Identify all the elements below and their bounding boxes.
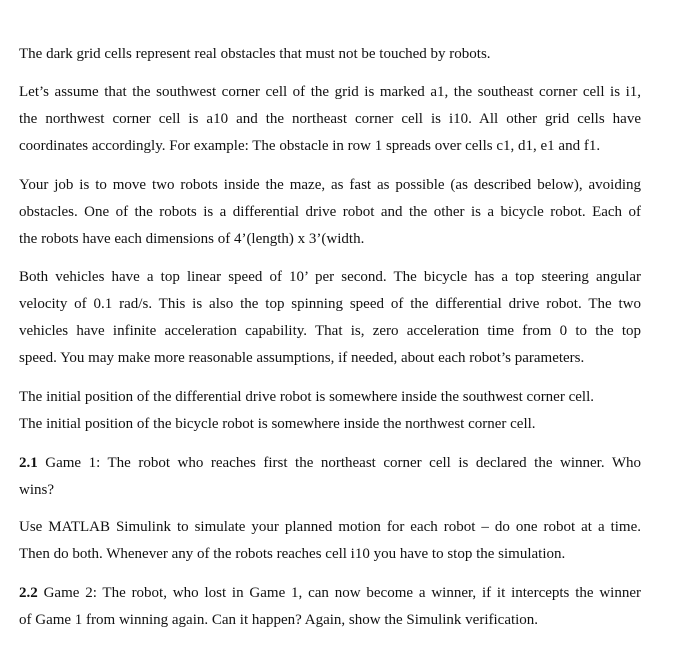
text-line bbox=[19, 450, 641, 477]
text-line: velocity of 0.1 rad/s. This is also the top spinning speed of the differential drive robot. The two bbox=[19, 296, 641, 312]
text-line: Let’s assume that the southwest corner cell of the grid is marked a1, the southeast corner cell is i1, bbox=[19, 84, 641, 100]
text-span: Game 1: The robot who reaches first the northeast corner cell is declared the winner. Who bbox=[45, 455, 641, 471]
section-number: 2.1 bbox=[19, 455, 38, 471]
text-line: speed. You may make more reasonable assumptions, if needed, about each robot’s parameters. bbox=[19, 350, 585, 366]
paragraph-grid-coordinates bbox=[19, 79, 641, 160]
text-line: Both vehicles have a top linear speed of 10’ per second. The bicycle has a top steering angular bbox=[19, 269, 641, 285]
text-line: coordinates accordingly. For example: The obstacle in row 1 spreads over cells c1, d1, e1 and f1. bbox=[19, 138, 601, 154]
text-line: wins? bbox=[19, 482, 54, 498]
section-number: 2.2 bbox=[19, 585, 38, 601]
paragraph-task-description bbox=[19, 172, 641, 253]
text-line: The initial position of the differential drive robot is somewhere inside the southwest corner cell. bbox=[19, 389, 594, 405]
text-line: obstacles. One of the robots is a differential drive robot and the other is a bicycle robot. Each of bbox=[19, 204, 641, 220]
text-span: Game 2: The robot, who lost in Game 1, can now become a winner, if it intercepts the winner bbox=[43, 585, 642, 601]
text-line: Then do both. Whenever any of the robots reaches cell i10 you have to stop the simulation. bbox=[19, 546, 566, 562]
text-line: The initial position of the bicycle robot is somewhere inside the northwest corner cell. bbox=[19, 416, 536, 432]
text-line bbox=[19, 580, 641, 607]
text-line: Your job is to move two robots inside the maze, as fast as possible (as described below), avoiding bbox=[19, 177, 641, 193]
text-line: vehicles have infinite acceleration capability. That is, zero acceleration time from 0 to the top bbox=[19, 323, 641, 339]
paragraph-game-1 bbox=[19, 450, 641, 504]
paragraph-obstacles-intro bbox=[19, 41, 641, 68]
paragraph-game-2 bbox=[19, 580, 641, 634]
text-line: The dark grid cells represent real obstacles that must not be touched by robots. bbox=[19, 46, 491, 62]
paragraph-simulink-instructions bbox=[19, 514, 641, 568]
paragraph-vehicle-specs bbox=[19, 264, 641, 372]
text-line: Use MATLAB Simulink to simulate your planned motion for each robot – do one robot at a time. bbox=[19, 519, 641, 535]
paragraph-initial-positions bbox=[19, 384, 641, 438]
text-line: the robots have each dimensions of 4’(length) x 3’(width. bbox=[19, 231, 365, 247]
text-line: of Game 1 from winning again. Can it happen? Again, show the Simulink verification. bbox=[19, 612, 539, 628]
text-line: the northwest corner cell is a10 and the northeast corner cell is i10. All other grid cells have bbox=[19, 111, 641, 127]
